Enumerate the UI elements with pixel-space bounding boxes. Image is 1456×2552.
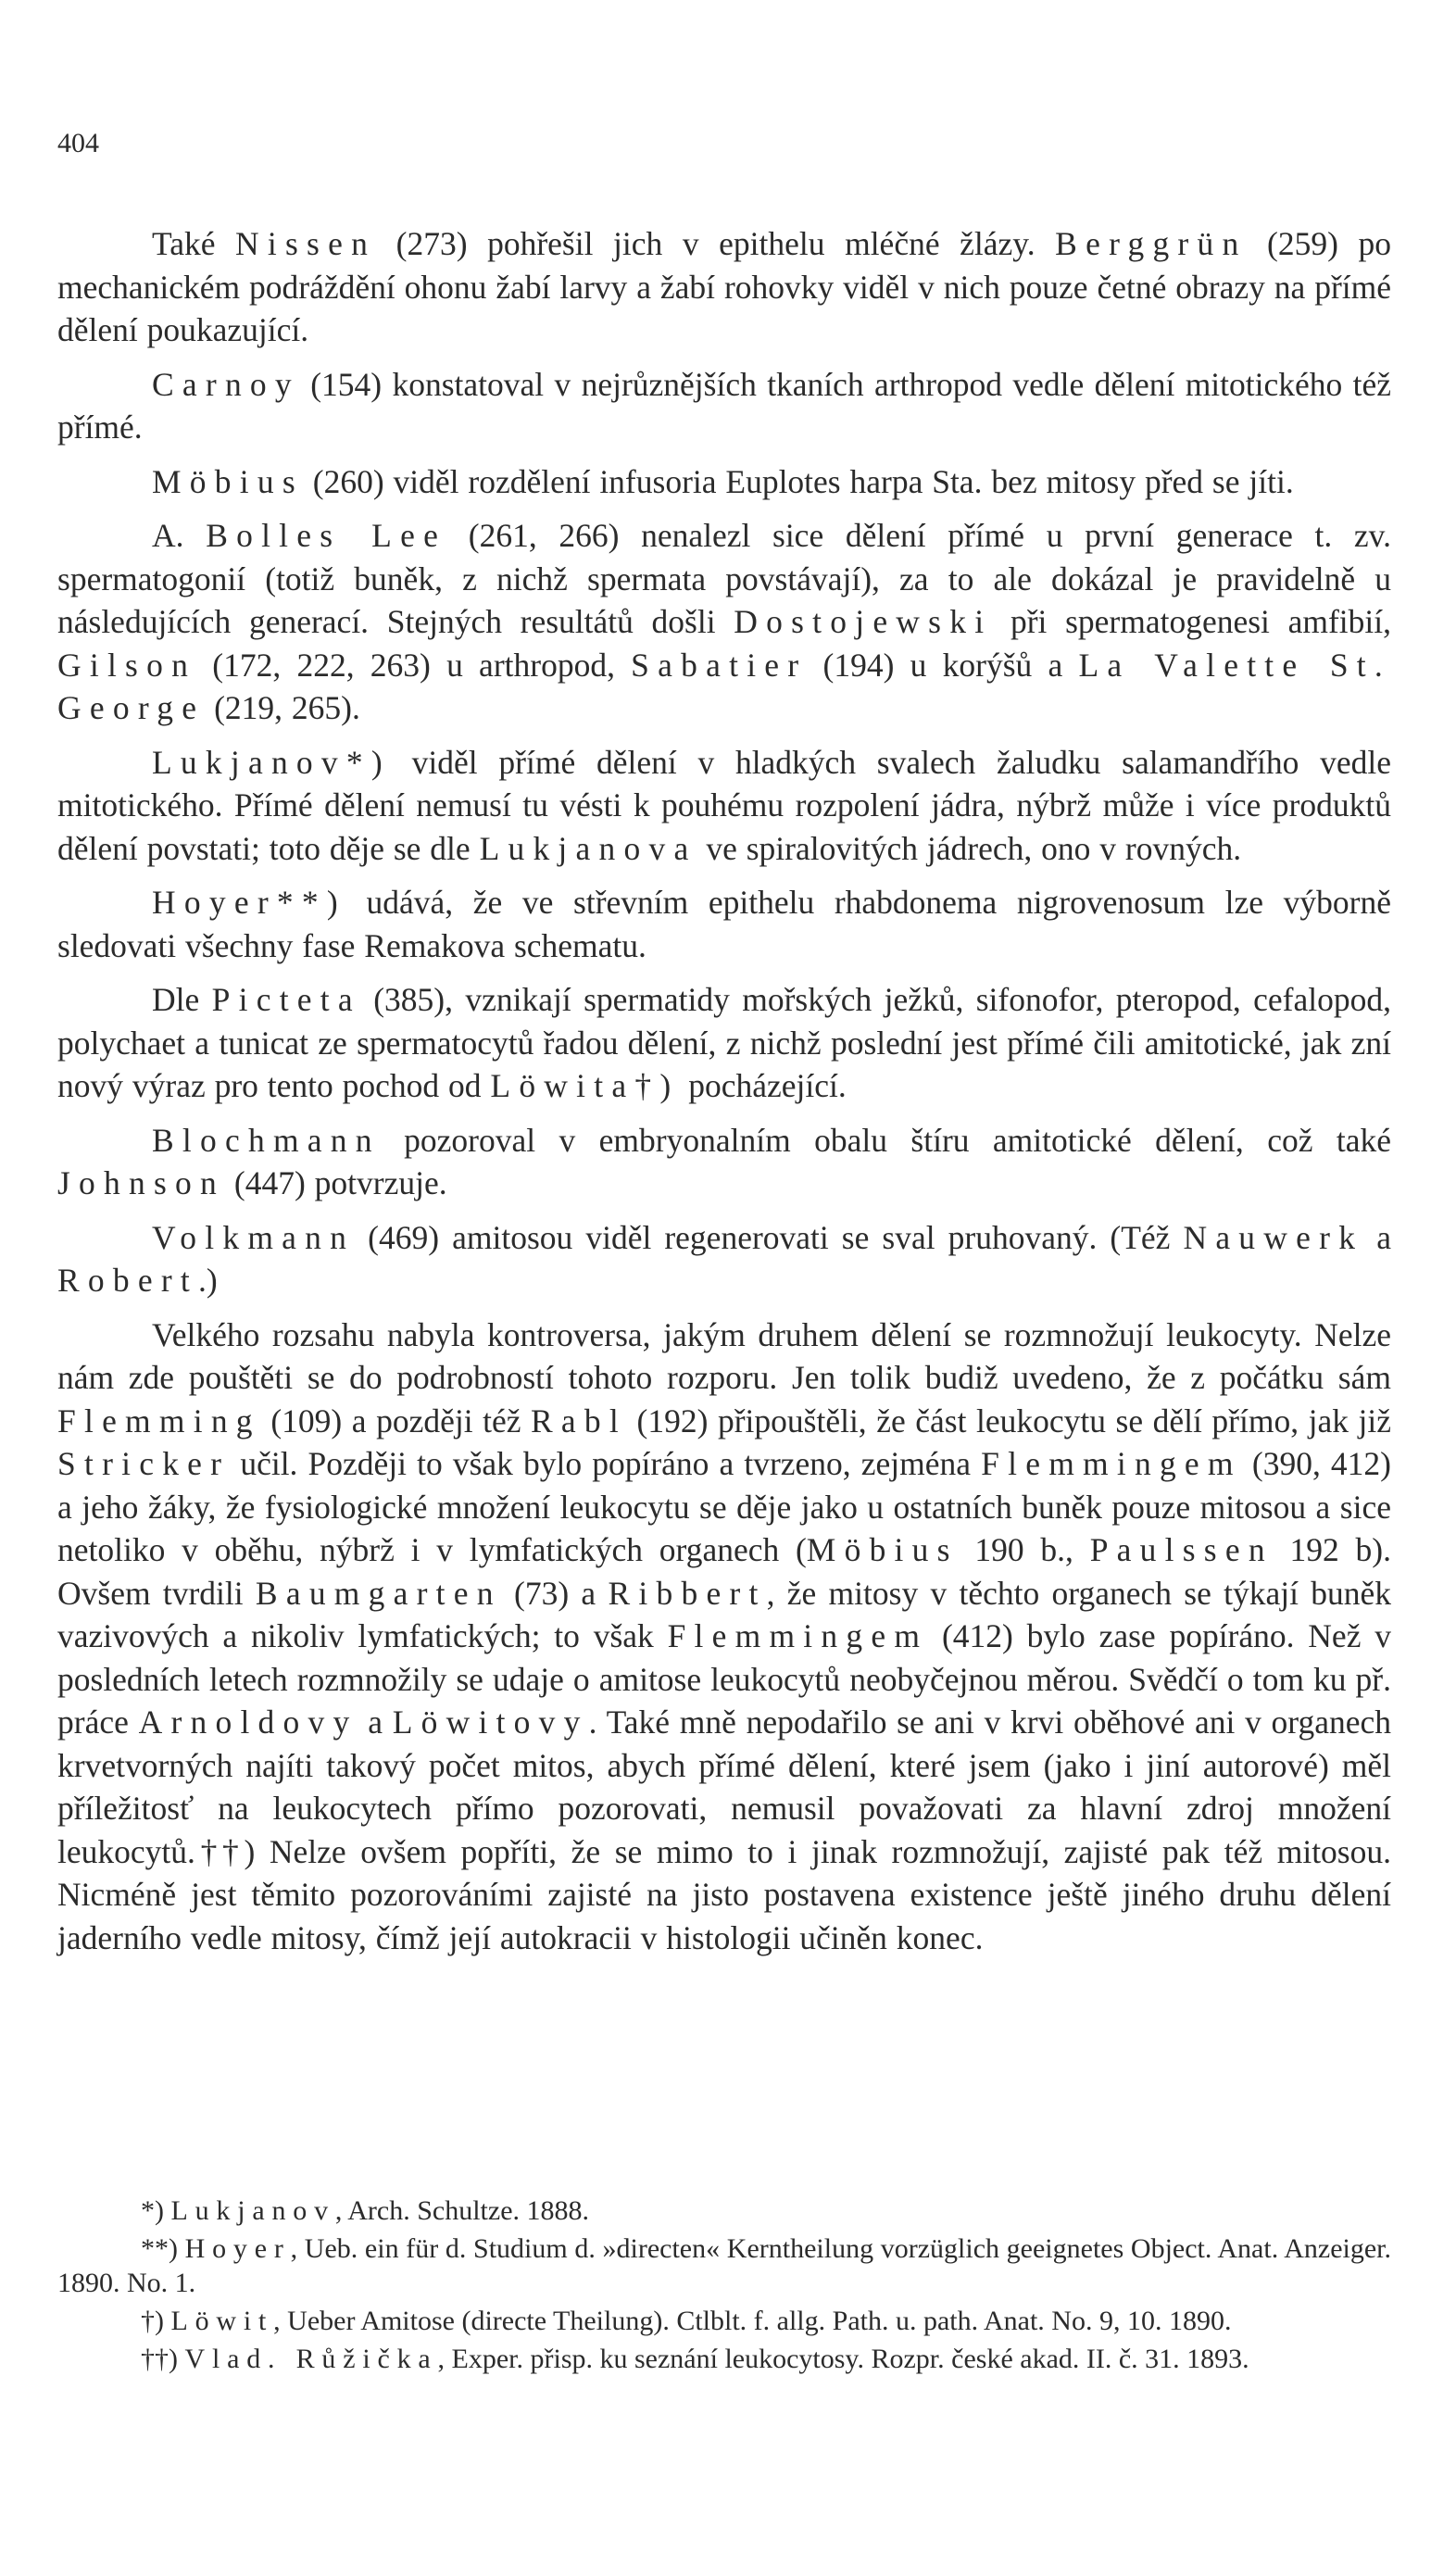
spaced-name: Carnoy [152,365,300,403]
text-run: pozoroval v embryonalním obalu štíru amitotické dělení, což také [380,1121,1391,1159]
footnote [57,2342,1391,2376]
text-run: Velkého rozsahu nabyla kontroversa, jakým druhem dělení se rozmnožují leukocyty. Nelze nám zde pouštěti se do podrobností tohoto rozporu. Jen tolik budiž uvedeno, že z počátku sám [57,1315,1391,1396]
text-run: (73) a [501,1574,609,1612]
spaced-name: Lukjanova [479,829,697,867]
paragraph [57,881,1391,967]
text-run: a [358,1703,393,1741]
text-run: **) [141,2233,185,2264]
text-run: (273) pohřešil jich v epithelu mléčné žlázy. [376,225,1056,262]
text-run: udává, že ve střevním epithelu rhabdonema nigrovenosum lze výborně sledovati všechny fase Remakova schematu. [57,884,1391,964]
text-run: (261, 266) nenalezl sice dělení přímé u první generace t. zv. spermatogonií (totiž buněk, z nichž spermata povstávají), za to ale dokázal je pravidelně u následujících generací. Stejných resultátů došli [57,517,1391,640]
footnotes [57,2194,1391,2376]
text-run: . Také mně nepodařilo se ani v krvi oběhové ani v organech krvetvorných najíti takový počet mitos, abych přímé dělení, které jsem (jako i jiní autorové) měl příležitosť na leukocytech přímo pozorovati, nemusil považovati za hlavní zdroj množení leukocytů.††) Nelze ovšem popříti, že se mimo to i jinak rozmnožují, zajisté pak též mitosou. Nicméně jest těmito pozorováními zajisté na jisto postavena existence ještě jiného druhu dělení jaderního vedle mitosy, čímž její autokracii v histologii učiněn konec. [57,1703,1392,1956]
spaced-name: Flemming [57,1402,261,1439]
spaced-name: Lukjanov [170,2195,335,2226]
spaced-name: Berggrün [1055,225,1248,262]
footnote [57,2194,1391,2228]
spaced-name: Vlad. Růžička [184,2344,438,2374]
spaced-name: Blochmann [152,1121,381,1159]
spaced-name: Picteta [211,981,361,1018]
spaced-name: Baumgarten [255,1574,502,1612]
text-run: učil. Později to však bylo popíráno a tvrzeno, zejména [230,1445,982,1482]
spaced-name: Dostojewski [734,603,993,640]
text-run: (192) připouštěli, že část leukocytu se dělí přímo, jak již [626,1402,1392,1439]
spaced-name: Volkmann [152,1218,356,1256]
spaced-name: Bolles Lee [206,517,447,554]
spaced-name: Lukjanov*) [152,743,391,781]
text-run: *) [141,2195,171,2226]
paragraph [57,1216,1391,1302]
spaced-name: Flemmingem [667,1617,929,1654]
text-run: Dle [152,981,212,1018]
spaced-name: Paulssen [1089,1531,1274,1568]
text-run: (194) u korýšů a [807,646,1079,684]
text-run: viděl přímé dělení v hladkých svalech žaludku salamandřího vedle mitotického. Přímé dělení nemusí tu vésti k pouhému rozpolení jádra, nýbrž může i více produktů dělení povstati; toto děje se dle [57,743,1391,867]
text-run: (219, 265). [205,689,360,726]
text-run: a [1363,1218,1391,1256]
spaced-name: Hoyer**) [152,884,346,921]
paragraph [57,460,1391,504]
spaced-name: Rabl [531,1402,627,1439]
body-text [57,222,1391,1959]
spaced-name: Arnoldovy [138,1703,358,1741]
paragraph [57,363,1391,449]
text-run: (412) bylo zase popíráno. Než v posledních letech rozmnožily se udaje o amitose leukocytů neobyčejnou měrou. Svědčí o tom ku př. práce [57,1617,1391,1741]
paragraph [57,222,1391,352]
spaced-name: Löwita†) [490,1067,680,1104]
text-run: , že mitosy v těchto organech se týkají buněk vazivových a nikoliv lymfatických; to však [57,1574,1392,1654]
text-run: , Ueb. ein für d. Studium d. »directen« Kerntheilung vorzüglich geeignetes Object. Anat. Anzeiger. 1890. No. 1. [57,2233,1391,2298]
text-run: (109) a později též [260,1402,532,1439]
text-run: A. [152,517,207,554]
spaced-name: Flemmingem [981,1445,1242,1482]
footnote [57,2231,1391,2300]
spaced-name: Johnson [57,1164,225,1201]
text-run: (385), vznikají spermatidy mořských ježků, sifonofor, pteropod, cefalopod, polychaet a tunicat ze spermatocytů řadou dělení, z nichž poslední jest přímé čili amitotické, jak zní nový výraz pro tento pochod od [57,981,1391,1104]
page-number: 404 [57,128,99,158]
paragraph [57,978,1391,1108]
spaced-name: Gilson [57,646,197,684]
spaced-name: Löwit [170,2306,274,2336]
text-run: , Arch. Schultze. 1888. [334,2195,590,2226]
text-run: (447) potvrzuje. [225,1164,447,1201]
text-run: .) [198,1262,218,1299]
text-run: (259) po mechanickém podráždění ohonu žabí larvy a žabí rohovky viděl v nich pouze četné obrazy na přímé dělení poukazující. [57,225,1391,348]
spaced-name: Hoyer [184,2233,291,2264]
text-run: (172, 222, 263) u arthropod, [196,646,632,684]
text-run: , Ueber Amitose (directe Theilung). Ctlblt. f. allg. Path. u. path. Anat. No. 9, 10. 1890. [273,2306,1232,2336]
text-run: (260) viděl rozdělení infusoria Euplotes harpa Sta. bez mitosy před se jíti. [303,462,1294,500]
text-run: (154) konstatoval v nejrůznějších tkaních arthropod vedle dělení mitotického též přímé. [57,365,1391,446]
text-run: , Exper. přisp. ku seznání leukocytosy. Rozpr. české akad. II. č. 31. 1893. [437,2344,1249,2374]
paragraph [57,514,1391,730]
text-run: (469) amitosou viděl regenerovati se sval pruhovaný. (Též [355,1218,1184,1256]
spaced-name: Stricker [57,1445,231,1482]
paragraph [57,1119,1391,1205]
spaced-name: Ribbert [608,1574,767,1612]
text-run: (390, 412) a jeho žáky, že fysiologické množení leukocytu se děje jako u ostatních buněk pouze mitosou a sice netoliko v oběhu, nýbrž i v lymfatických organech ( [57,1445,1391,1568]
text-run: 192 b). Ovšem tvrdili [57,1531,1392,1612]
text-run: pocházející. [679,1067,847,1104]
paragraph [57,1314,1391,1960]
text-run: †) [141,2306,171,2336]
spaced-name: Robert [57,1262,198,1299]
spaced-name: Löwitovy [392,1703,589,1741]
text-run: Také [152,225,236,262]
spaced-name: Möbius [806,1531,959,1568]
paragraph [57,741,1391,871]
text-run: ve spiralovitých jádrech, ono v rovných. [697,829,1242,867]
spaced-name: Sabatier [631,646,808,684]
spaced-name: Nissen [235,225,377,262]
spaced-name: La Valette St. George [57,646,1391,726]
text-run: při spermatogenesi amfibií, [992,603,1391,640]
text-run: 190 b., [958,1531,1090,1568]
text-run: ††) [141,2344,185,2374]
spaced-name: Nauwerk [1183,1218,1364,1256]
footnote [57,2304,1391,2338]
spaced-name: Möbius [152,462,304,500]
